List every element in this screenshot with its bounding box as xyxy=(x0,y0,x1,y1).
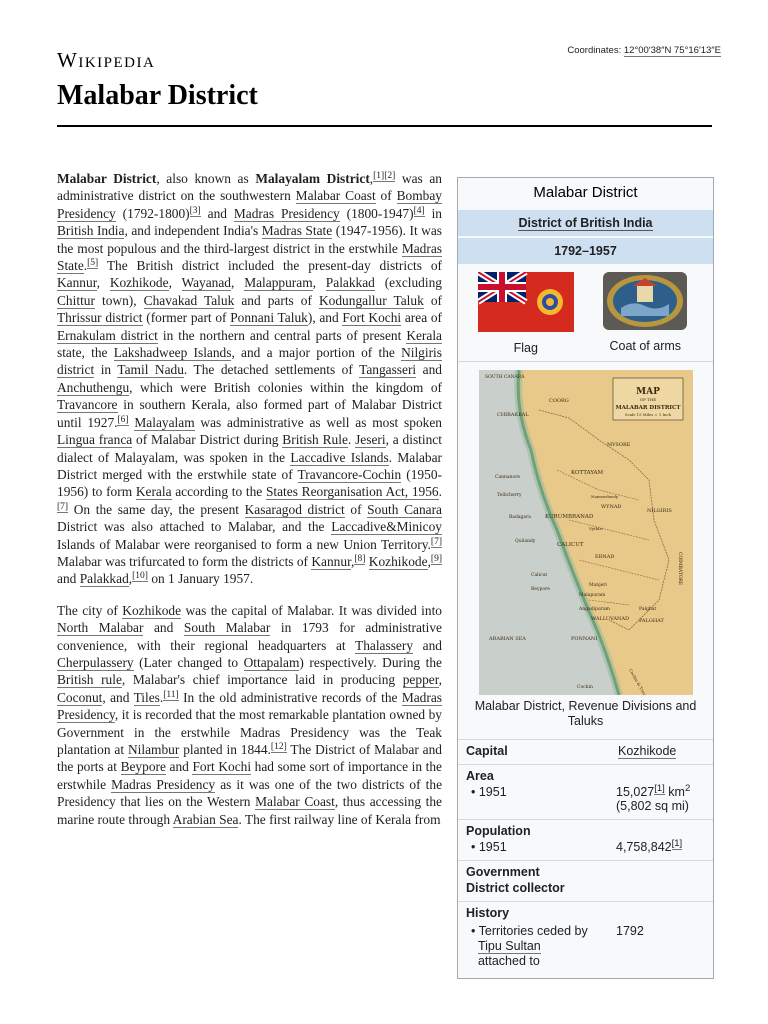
article-link[interactable]: Kannur xyxy=(57,275,97,291)
area-label: Area xyxy=(466,769,494,783)
map-title-name: MALABAR DISTRICT xyxy=(615,405,680,411)
article-link[interactable]: Madras Presidency xyxy=(233,205,340,221)
population-value xyxy=(616,840,713,854)
citation-link[interactable]: [8] xyxy=(354,553,366,564)
body-text: In the old administrative records of the xyxy=(178,689,402,705)
title-underline xyxy=(57,125,712,127)
area-year: • 1951 xyxy=(471,785,507,799)
body-text: (former part of xyxy=(142,310,231,326)
article-link[interactable]: Fort Kochi xyxy=(342,310,402,326)
map-title-of-the: OF THE xyxy=(639,397,656,402)
bold-text: Malabar District xyxy=(57,171,157,186)
article-link[interactable]: Kannur xyxy=(311,553,351,569)
article-link[interactable]: Chavakad Taluk xyxy=(143,292,235,308)
body-text: was an administrative district on the southwestern xyxy=(57,171,442,204)
body-text: , xyxy=(231,275,245,291)
body-text: , and independent India's xyxy=(124,223,262,239)
capital-link[interactable]: Kozhikode xyxy=(618,744,677,758)
article-link[interactable]: Travancore xyxy=(57,397,118,413)
article-link[interactable]: Thrissur district xyxy=(57,310,143,326)
article-link[interactable]: Madras State xyxy=(261,223,333,239)
article-link[interactable]: South Canara xyxy=(367,501,442,517)
body-text: The British district included the present-day districts of xyxy=(98,258,442,274)
citation-link[interactable]: [1] xyxy=(373,171,385,181)
population-row xyxy=(458,838,713,854)
infobox-subtitle-link[interactable]: District of British India xyxy=(518,216,653,230)
history-event-text-2: attached to xyxy=(477,954,540,968)
body-text: and xyxy=(143,620,184,636)
citation-link[interactable]: [5] xyxy=(87,258,99,269)
map-label: Cochin & Travancore xyxy=(627,668,654,695)
body-text: . xyxy=(83,258,88,274)
history-row xyxy=(458,920,713,969)
article-link[interactable]: Madras Presidency xyxy=(57,689,442,723)
article-link[interactable]: Madras State xyxy=(57,240,442,274)
citation xyxy=(190,206,201,217)
body-text: had some sort of importance in the erstwhile xyxy=(57,759,442,792)
map-label: KOTTAYAM xyxy=(570,470,603,476)
article-link[interactable]: Ottapalam xyxy=(243,654,300,670)
citation xyxy=(414,206,425,217)
body-text: The District of Malabar and the ports at xyxy=(57,742,442,775)
map-label: PALGHAT xyxy=(638,618,664,624)
citation xyxy=(431,537,442,548)
infobox-subtitle-band xyxy=(458,210,713,236)
body-text: , xyxy=(427,553,431,569)
article-link[interactable]: Ponnani Taluk xyxy=(230,310,308,326)
article-link[interactable]: Jeseri xyxy=(355,432,386,448)
area-number: 15,027 xyxy=(616,785,655,799)
citation xyxy=(117,415,128,426)
map-label: ARABIAN SEA xyxy=(488,636,526,642)
article-link[interactable]: Wayanad xyxy=(181,275,231,291)
article-paragraph xyxy=(57,170,442,588)
coat-of-arms-caption: Coat of arms xyxy=(609,339,682,353)
article-link[interactable]: British Rule xyxy=(282,432,348,448)
article-link[interactable]: Kozhikode xyxy=(122,602,182,618)
body-text: , xyxy=(96,275,110,291)
article-link[interactable]: pepper xyxy=(402,672,439,688)
body-text: in 1793 for administrative convenience, with their regional headquarters at xyxy=(57,620,443,653)
article-link[interactable]: States Reorganisation Act, 1956 xyxy=(265,484,439,500)
coordinates xyxy=(567,45,721,56)
body-text: and xyxy=(57,571,80,587)
body-text: (1950-1956) to form xyxy=(57,466,442,500)
article-link[interactable]: Nilambur xyxy=(127,742,180,757)
body-text: in xyxy=(424,205,442,221)
coordinates-label: Coordinates: xyxy=(567,45,622,56)
article-link[interactable]: Fort Kochi xyxy=(192,759,252,775)
body-text: and xyxy=(413,637,442,653)
area-row xyxy=(458,783,713,813)
article-link[interactable]: Tiles xyxy=(133,689,160,705)
flag-cell xyxy=(471,272,581,355)
history-event-text: • Territories ceded by xyxy=(471,924,588,938)
map-label: Vythiri xyxy=(588,526,603,531)
map-label: Quilandy xyxy=(514,539,535,544)
separator xyxy=(458,361,713,362)
map-label: Nameerbeely xyxy=(590,494,618,499)
article-link[interactable]: Lakshadweep Islands xyxy=(113,345,232,361)
body-text: Malabar was trifurcated to form the districts of xyxy=(57,553,312,569)
article-link[interactable]: Palakkad xyxy=(325,275,375,291)
body-text: area of xyxy=(401,310,443,326)
flag-image[interactable] xyxy=(478,272,574,332)
article-link[interactable]: British rule xyxy=(57,672,122,688)
article-link[interactable]: Bombay Presidency xyxy=(57,188,442,221)
citation-link[interactable]: [9] xyxy=(430,553,442,564)
map-label: COIMBATORE xyxy=(676,552,682,586)
capital-label: Capital xyxy=(466,744,508,758)
body-text: and xyxy=(416,362,442,378)
history-event xyxy=(466,924,616,969)
map-label: ERNAD xyxy=(594,554,614,560)
citation-link[interactable]: [6] xyxy=(117,414,129,425)
article-link[interactable]: Kerala xyxy=(406,327,442,343)
map-title-scale: Scale 15 Miles = 1 Inch xyxy=(624,412,671,417)
map-label: COORG xyxy=(548,398,569,404)
citation xyxy=(354,554,365,565)
map-label: Calicut xyxy=(530,573,547,578)
article-link[interactable]: Laccadive&Minicoy xyxy=(331,519,442,535)
map-label: MYSORE xyxy=(606,442,630,448)
citation-link[interactable]: [11] xyxy=(163,689,179,700)
tipu-sultan-link[interactable]: Tipu Sultan xyxy=(477,939,541,953)
area-sqmi: (5,802 sq mi) xyxy=(616,799,689,813)
area-ref-link[interactable]: [1] xyxy=(654,783,665,794)
map-label: Malapuram xyxy=(578,593,605,598)
article-link[interactable]: Laccadive Islands xyxy=(290,449,389,465)
citation xyxy=(132,571,148,582)
body-text: . xyxy=(347,432,356,448)
body-text: Islands of Malabar were reorganised to form a new Union Territory. xyxy=(57,536,431,552)
coordinates-value[interactable]: 12°00′38″N 75°16′13″E xyxy=(623,45,721,56)
body-text: of xyxy=(344,501,368,517)
population-ref-link[interactable]: [1] xyxy=(671,838,683,849)
body-text: , it is recorded that the most remarkable plantation owned by Government in the erstwhile Madras Presidency was the Teak plantation at xyxy=(57,707,442,757)
map-label: Badagara xyxy=(508,515,531,520)
union-jack-canton xyxy=(478,272,526,302)
area-value xyxy=(616,785,713,813)
infobox xyxy=(457,177,714,979)
history-year: 1792 xyxy=(616,924,644,938)
population-number: 4,758,842 xyxy=(616,840,672,854)
body-text: was administrative as well as most spoken xyxy=(194,414,442,430)
body-text: , xyxy=(128,571,133,587)
article-link[interactable]: Tangasseri xyxy=(359,362,417,378)
body-text: , xyxy=(369,171,374,186)
article-link[interactable]: Arabian Sea xyxy=(172,811,239,827)
area-unit: km xyxy=(668,785,685,799)
map-label: Cannanore xyxy=(494,475,520,480)
history-label: History xyxy=(466,906,510,920)
article-link[interactable]: Kozhikode xyxy=(109,275,169,291)
body-text: , Malabar's chief importance laid in producing xyxy=(121,672,403,688)
map-label: PONNANI xyxy=(570,636,597,642)
article-link[interactable]: Kodungallur Taluk xyxy=(319,292,424,308)
article-link[interactable]: North Malabar xyxy=(57,620,144,636)
citation xyxy=(87,258,98,269)
map-label: WYNAD xyxy=(600,504,621,510)
area-unit-exponent: 2 xyxy=(684,783,691,794)
body-text: On the same day, the present xyxy=(68,501,245,517)
body-text: . xyxy=(438,484,442,500)
map-label: Beypore xyxy=(530,587,550,592)
body-text: . The detached settlements of xyxy=(183,362,360,378)
map-caption: Malabar District, Revenue Divisions and Taluks xyxy=(474,699,697,728)
body-text: (1947-1956). It was the most populous and the third-largest district in the erstwhile xyxy=(57,223,443,256)
article-link[interactable]: Madras Presidency xyxy=(111,776,216,792)
infobox-title: Malabar District xyxy=(533,184,638,201)
body-text: . xyxy=(159,689,164,705)
body-text: , xyxy=(312,275,326,291)
citation-link[interactable]: [3] xyxy=(189,205,201,216)
body-text: was the capital of Malabar. It was divided into xyxy=(181,602,442,618)
body-text: The city of xyxy=(57,602,123,618)
map-label: CHIRAKKAL xyxy=(496,412,529,418)
map-label: NILGIRIS xyxy=(646,508,672,514)
article-link[interactable]: Kozhikode xyxy=(368,553,428,569)
body-text: . Malabar District merged with the erstwhile state of xyxy=(57,449,442,482)
article-link[interactable]: Nilgiris district xyxy=(57,345,442,378)
citation-link[interactable]: [7] xyxy=(430,536,442,547)
flag-caption: Flag xyxy=(513,341,538,355)
infobox-years-band: 1792–1957 xyxy=(458,238,713,264)
district-collector-label: District collector xyxy=(466,881,565,895)
citation xyxy=(384,171,395,182)
map-label: Angadipuram xyxy=(578,607,610,612)
body-text: in southern Kerala, also formed part of Malabar District until 1927. xyxy=(57,397,442,430)
population-year: • 1951 xyxy=(471,840,507,854)
capital-row xyxy=(458,740,713,758)
body-text: (1800-1947) xyxy=(339,205,414,221)
article-link[interactable]: Travancore-Cochin xyxy=(297,466,402,482)
body-text: , xyxy=(168,275,182,291)
wikipedia-logo[interactable] xyxy=(57,48,155,73)
body-text: (Later changed to xyxy=(133,654,244,670)
article-link[interactable]: Kerala xyxy=(135,484,172,500)
article-link[interactable]: Malabar Coast xyxy=(295,188,376,204)
coat-of-arms-image[interactable] xyxy=(603,272,687,330)
map-label: Manjeri xyxy=(588,583,607,588)
citation-link[interactable]: [7] xyxy=(57,501,69,512)
body-text: and xyxy=(165,759,193,775)
government-label: Government xyxy=(466,865,540,879)
body-text: ), and xyxy=(307,310,343,326)
body-text: as it was one of the two districts of the Presidency that lies on the Western xyxy=(57,776,443,810)
article-link[interactable]: Thalassery xyxy=(355,637,414,653)
body-text: of xyxy=(423,292,442,308)
body-text: , xyxy=(351,553,355,569)
coat-of-arms-cell xyxy=(590,272,700,355)
body-text: , and a major portion of the xyxy=(231,345,402,361)
article-link[interactable]: Beypore xyxy=(120,759,166,775)
body-text: town), xyxy=(94,292,144,308)
article-link[interactable]: Coconut xyxy=(57,689,103,705)
map-label: WALLUVANAD xyxy=(590,616,629,622)
article-link[interactable]: Palakkad xyxy=(79,571,129,587)
article-link[interactable]: Tamil Nadu xyxy=(117,362,184,378)
article-link[interactable]: British India xyxy=(57,223,125,239)
article-link[interactable]: South Malabar xyxy=(183,620,271,636)
body-text: ) respectively. During the xyxy=(299,654,443,670)
map-label: Cochin xyxy=(576,685,593,690)
citation xyxy=(271,742,287,753)
citation xyxy=(373,171,384,182)
article-link[interactable]: Ernakulam district xyxy=(57,327,158,343)
article-link[interactable]: Anchuthengu xyxy=(57,379,130,395)
body-text: (excluding xyxy=(374,275,442,291)
map-label: Tellicherry xyxy=(496,493,522,498)
body-text: in xyxy=(94,362,118,378)
article-link[interactable]: Malappuram xyxy=(244,275,313,291)
body-text: on 1 January 1957. xyxy=(147,571,254,587)
body-text: , thus accessing the marine route through xyxy=(57,794,442,827)
article-link[interactable]: Malayalam xyxy=(134,414,195,430)
body-text: , a distinct dialect of Malayalam, was spoken in the xyxy=(57,432,442,465)
map-image[interactable] xyxy=(479,370,693,695)
infobox-images xyxy=(458,266,713,355)
body-text: , xyxy=(438,672,442,688)
body-text: and parts of xyxy=(234,292,319,308)
citation xyxy=(163,690,178,701)
citation xyxy=(431,554,442,565)
body-text: in the northern and central parts of present xyxy=(157,327,407,343)
bold-text: Malayalam District xyxy=(255,171,370,186)
article-link[interactable]: Lingua franca xyxy=(57,432,133,448)
citation-link[interactable]: [4] xyxy=(413,205,425,216)
article-body xyxy=(57,170,442,842)
page-title: Malabar District xyxy=(57,80,258,111)
population-label: Population xyxy=(466,824,531,838)
body-text: planted in 1844. xyxy=(179,742,271,757)
map-label: Palghat xyxy=(638,607,656,612)
malabar-map xyxy=(479,370,693,695)
logo-text: Wikipedia xyxy=(57,48,156,72)
body-text: of Malabar District during xyxy=(132,432,283,448)
body-text: (1792-1800) xyxy=(115,205,190,221)
body-text: . The first railway line of Kerala from xyxy=(238,811,441,827)
citation-link[interactable]: [12] xyxy=(270,742,287,752)
body-text: , and xyxy=(102,689,134,705)
map-label: KURUMBRANAD xyxy=(544,514,593,520)
body-text: state, the xyxy=(57,345,114,361)
article-paragraph xyxy=(57,602,442,828)
body-text: District was also attached to Malabar, and the xyxy=(57,519,332,535)
article-link[interactable]: Cherpulassery xyxy=(57,654,134,670)
map-label: SOUTH CANARA xyxy=(484,375,524,380)
map-label: CALICUT xyxy=(556,542,584,548)
citation-link[interactable]: [2] xyxy=(384,171,396,181)
citation xyxy=(57,502,68,513)
article-link[interactable]: Kasaragod district xyxy=(244,501,345,517)
body-text: , also known as xyxy=(156,171,256,186)
article-link[interactable]: Chittur xyxy=(57,292,95,308)
body-text: and xyxy=(200,205,234,221)
map-title-title: MAP xyxy=(635,387,660,397)
body-text: according to the xyxy=(171,484,266,500)
body-text: , which were British colonies within the kingdom of xyxy=(129,379,442,395)
article-link[interactable]: Malabar Coast xyxy=(255,794,335,810)
body-text: of xyxy=(375,188,397,204)
citation-link[interactable]: [10] xyxy=(132,571,148,582)
